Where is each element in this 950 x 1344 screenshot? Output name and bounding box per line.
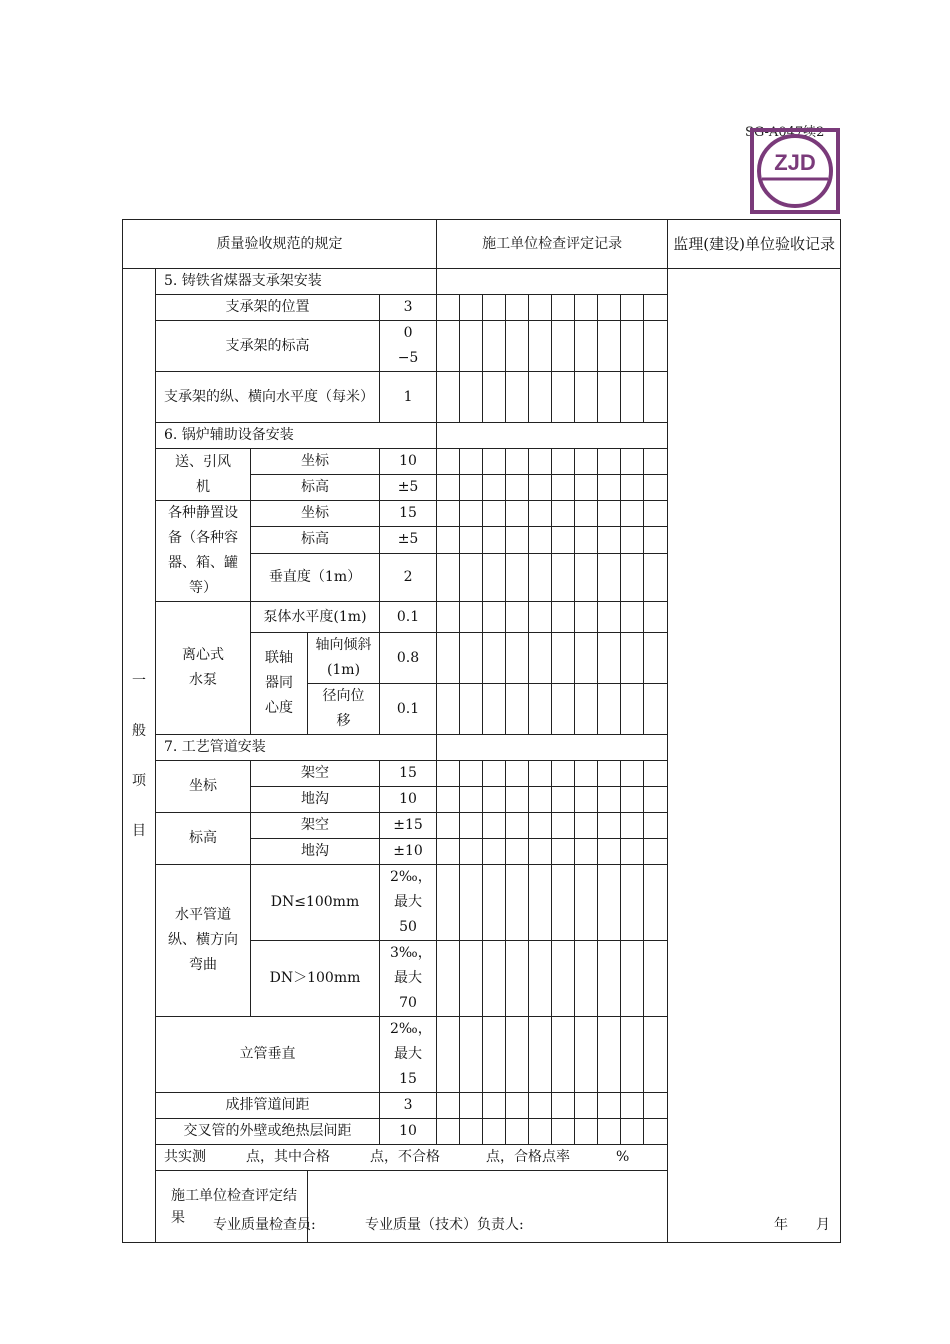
record-cell [644, 449, 668, 475]
item-name: 标高 [251, 527, 380, 553]
record-cell [529, 449, 552, 475]
item-name: 地沟 [251, 787, 380, 813]
record-cell [621, 684, 644, 735]
item-value: 15 [380, 501, 437, 527]
record-cell [552, 839, 575, 865]
record-cell [552, 684, 575, 735]
record-cell [598, 449, 621, 475]
record-blank [437, 423, 668, 449]
item-value: ±5 [380, 475, 437, 501]
item-value: ±10 [380, 839, 437, 865]
record-cell [598, 865, 621, 941]
record-cell [483, 321, 506, 372]
record-cell [644, 813, 668, 839]
section-7-title: 7. 工艺管道安装 [156, 735, 437, 761]
item-name: 垂直度（1m） [251, 553, 380, 602]
record-cell [529, 501, 552, 527]
record-cell [529, 295, 552, 321]
record-cell [575, 475, 598, 501]
record-cell [575, 553, 598, 602]
record-cell [552, 1093, 575, 1119]
item-name: 支承架的位置 [156, 295, 380, 321]
record-cell [529, 839, 552, 865]
record-cell [483, 553, 506, 602]
record-cell [529, 1119, 552, 1145]
record-cell [483, 449, 506, 475]
item-name: DN＞100mm [251, 941, 380, 1017]
record-cell [460, 475, 483, 501]
record-cell [529, 527, 552, 553]
record-cell [483, 295, 506, 321]
record-cell [437, 839, 460, 865]
record-cell [575, 813, 598, 839]
item-value: 3 [380, 1093, 437, 1119]
record-cell [575, 941, 598, 1017]
record-cell [483, 839, 506, 865]
record-cell [598, 1093, 621, 1119]
record-cell [529, 865, 552, 941]
record-cell [575, 865, 598, 941]
item-value: 0.1 [380, 602, 437, 633]
year-label: 年 [774, 1217, 788, 1233]
record-cell [437, 321, 460, 372]
record-cell [506, 865, 529, 941]
record-cell [621, 1093, 644, 1119]
general-items-label: 一 般 项 目 [123, 269, 156, 1243]
record-cell [644, 1093, 668, 1119]
item-name: 架空 [251, 761, 380, 787]
record-cell [483, 1017, 506, 1093]
record-cell [506, 1093, 529, 1119]
record-cell [460, 761, 483, 787]
record-cell [437, 813, 460, 839]
bend-group: 水平管道纵、横方向弯曲 [156, 865, 251, 1017]
record-cell [437, 295, 460, 321]
record-cell [575, 501, 598, 527]
record-cell [621, 787, 644, 813]
record-cell [483, 1093, 506, 1119]
logo-text: ZJD [774, 150, 816, 175]
record-cell [598, 1017, 621, 1093]
record-cell [506, 787, 529, 813]
record-cell [644, 501, 668, 527]
record-cell [529, 787, 552, 813]
item-value: 3‰，最大70 [380, 941, 437, 1017]
record-cell [575, 295, 598, 321]
record-cell [483, 475, 506, 501]
record-cell [598, 1119, 621, 1145]
record-cell [460, 553, 483, 602]
record-cell [506, 633, 529, 684]
item-value: 2‰，最大50 [380, 865, 437, 941]
record-cell [460, 813, 483, 839]
record-cell [529, 553, 552, 602]
record-cell [644, 475, 668, 501]
record-cell [483, 633, 506, 684]
item-value: 1 [380, 372, 437, 423]
record-cell [575, 787, 598, 813]
item-value: 0.1 [380, 684, 437, 735]
record-cell [483, 1119, 506, 1145]
item-name: 径向位移 [308, 684, 380, 735]
item-name: 地沟 [251, 839, 380, 865]
elev-group: 标高 [156, 813, 251, 865]
record-cell [621, 475, 644, 501]
record-cell [460, 449, 483, 475]
pump-group: 离心式水泵 [156, 602, 251, 735]
record-cell [437, 553, 460, 602]
record-cell [575, 684, 598, 735]
record-cell [644, 684, 668, 735]
supervision-area [668, 269, 841, 1243]
record-cell [437, 941, 460, 1017]
record-cell [621, 449, 644, 475]
record-cell [483, 941, 506, 1017]
record-cell [506, 941, 529, 1017]
record-cell [437, 633, 460, 684]
record-cell [506, 295, 529, 321]
record-cell [621, 602, 644, 633]
item-value: 15 [380, 761, 437, 787]
record-cell [552, 449, 575, 475]
record-cell [460, 865, 483, 941]
header-record: 施工单位检查评定记录 [437, 220, 668, 269]
item-value: 3 [380, 295, 437, 321]
record-cell [483, 865, 506, 941]
header-spec: 质量验收规范的规定 [123, 220, 437, 269]
record-cell [460, 941, 483, 1017]
record-cell [598, 295, 621, 321]
item-value: ±15 [380, 813, 437, 839]
tech-lead-label: 专业质量（技术）负责人: [365, 1217, 524, 1233]
record-cell [598, 553, 621, 602]
record-cell [552, 1119, 575, 1145]
record-cell [483, 527, 506, 553]
record-cell [483, 501, 506, 527]
record-cell [460, 1017, 483, 1093]
record-cell [621, 941, 644, 1017]
static-equipment-group: 各种静置设备（各种容器、箱、罐等） [156, 501, 251, 602]
record-cell [621, 865, 644, 941]
record-cell [644, 865, 668, 941]
record-cell [529, 372, 552, 423]
item-value: 2 [380, 553, 437, 602]
record-cell [506, 527, 529, 553]
record-blank [437, 735, 668, 761]
record-cell [644, 1017, 668, 1093]
record-cell [575, 761, 598, 787]
record-cell [460, 295, 483, 321]
record-cell [621, 633, 644, 684]
month-label: 月 [816, 1217, 830, 1233]
inspection-table [122, 219, 841, 1243]
item-value: 10 [380, 449, 437, 475]
record-cell [552, 295, 575, 321]
coord-group: 坐标 [156, 761, 251, 813]
record-cell [598, 813, 621, 839]
record-cell [552, 633, 575, 684]
record-cell [552, 1017, 575, 1093]
record-cell [575, 1093, 598, 1119]
record-cell [644, 321, 668, 372]
record-cell [437, 449, 460, 475]
record-cell [621, 1119, 644, 1145]
section-6-title: 6. 锅炉辅助设备安装 [156, 423, 437, 449]
record-cell [483, 602, 506, 633]
record-cell [575, 372, 598, 423]
record-cell [575, 527, 598, 553]
record-cell [506, 475, 529, 501]
record-cell [529, 321, 552, 372]
inspector-label: 专业质量检查员: [213, 1217, 316, 1233]
record-cell [575, 449, 598, 475]
fan-group: 送、引风机 [156, 449, 251, 501]
record-cell [598, 761, 621, 787]
record-cell [506, 1017, 529, 1093]
record-cell [483, 761, 506, 787]
item-name: 支承架的标高 [156, 321, 380, 372]
record-cell [644, 633, 668, 684]
record-cell [575, 321, 598, 372]
record-cell [483, 787, 506, 813]
record-cell [483, 684, 506, 735]
record-cell [621, 501, 644, 527]
form-code: SG-A047续2 [745, 125, 825, 140]
record-cell [552, 813, 575, 839]
record-cell [437, 865, 460, 941]
record-cell [437, 527, 460, 553]
record-cell [644, 1119, 668, 1145]
record-cell [598, 602, 621, 633]
record-cell [460, 602, 483, 633]
record-cell [506, 813, 529, 839]
record-cell [621, 839, 644, 865]
record-cell [552, 321, 575, 372]
record-cell [506, 321, 529, 372]
record-cell [644, 527, 668, 553]
record-cell [437, 475, 460, 501]
record-cell [621, 321, 644, 372]
record-cell [529, 475, 552, 501]
record-cell [552, 372, 575, 423]
record-cell [460, 1119, 483, 1145]
record-cell [644, 787, 668, 813]
record-cell [552, 501, 575, 527]
record-cell [437, 501, 460, 527]
record-cell [483, 813, 506, 839]
record-cell [506, 372, 529, 423]
item-name: 坐标 [251, 449, 380, 475]
record-cell [575, 602, 598, 633]
record-cell [460, 527, 483, 553]
record-cell [529, 761, 552, 787]
record-cell [598, 501, 621, 527]
record-cell [552, 602, 575, 633]
record-cell [644, 372, 668, 423]
record-cell [529, 684, 552, 735]
record-cell [621, 295, 644, 321]
record-cell [621, 372, 644, 423]
item-name: 轴向倾斜(1m) [308, 633, 380, 684]
item-name: 泵体水平度(1m) [251, 602, 380, 633]
record-cell [529, 1093, 552, 1119]
record-cell [621, 1017, 644, 1093]
record-cell [483, 372, 506, 423]
record-cell [529, 1017, 552, 1093]
record-cell [437, 761, 460, 787]
footer-label: 施工单位检查评定结果 [156, 1171, 308, 1243]
record-cell [460, 839, 483, 865]
record-cell [621, 813, 644, 839]
item-value: 0 −5 [380, 321, 437, 372]
record-cell [506, 761, 529, 787]
record-cell [437, 787, 460, 813]
record-cell [598, 372, 621, 423]
record-cell [598, 321, 621, 372]
record-cell [644, 602, 668, 633]
item-value: 10 [380, 1119, 437, 1145]
record-cell [621, 527, 644, 553]
record-cell [598, 475, 621, 501]
record-cell [460, 321, 483, 372]
record-cell [506, 602, 529, 633]
item-value: 10 [380, 787, 437, 813]
coupling-group: 联轴器同心度 [251, 633, 308, 735]
record-cell [575, 839, 598, 865]
record-cell [644, 295, 668, 321]
record-cell [552, 865, 575, 941]
item-name: 交叉管的外壁或绝热层间距 [156, 1119, 380, 1145]
record-cell [506, 553, 529, 602]
record-cell [437, 1119, 460, 1145]
record-cell [460, 372, 483, 423]
record-cell [506, 684, 529, 735]
record-cell [552, 941, 575, 1017]
record-cell [552, 553, 575, 602]
record-cell [437, 684, 460, 735]
record-cell [644, 941, 668, 1017]
record-cell [644, 839, 668, 865]
record-cell [506, 1119, 529, 1145]
record-cell [460, 1093, 483, 1119]
record-cell [575, 1119, 598, 1145]
record-cell [644, 553, 668, 602]
item-name: 支承架的纵、横向水平度（每米） [156, 372, 380, 423]
item-name: DN≤100mm [251, 865, 380, 941]
record-cell [552, 787, 575, 813]
record-cell [598, 941, 621, 1017]
record-cell [552, 527, 575, 553]
record-cell [437, 1093, 460, 1119]
record-cell [529, 941, 552, 1017]
record-cell [437, 602, 460, 633]
record-cell [552, 761, 575, 787]
record-cell [598, 633, 621, 684]
record-cell [506, 449, 529, 475]
record-cell [598, 839, 621, 865]
record-cell [460, 633, 483, 684]
record-cell [460, 501, 483, 527]
record-cell [460, 684, 483, 735]
record-cell [598, 684, 621, 735]
item-name: 坐标 [251, 501, 380, 527]
record-cell [575, 633, 598, 684]
record-cell [506, 839, 529, 865]
item-name: 架空 [251, 813, 380, 839]
record-cell [644, 761, 668, 787]
record-cell [575, 1017, 598, 1093]
header-supervision: 监理(建设)单位验收记录 [668, 220, 841, 269]
record-cell [621, 761, 644, 787]
item-name: 立管垂直 [156, 1017, 380, 1093]
record-cell [506, 501, 529, 527]
record-cell [529, 813, 552, 839]
record-cell [529, 602, 552, 633]
record-cell [621, 553, 644, 602]
summary-row: 共实测 点，其中合格 点，不合格 点，合格点率 % [156, 1145, 668, 1171]
record-cell [598, 527, 621, 553]
record-cell [529, 633, 552, 684]
item-value: 0.8 [380, 633, 437, 684]
record-cell [552, 475, 575, 501]
company-logo [750, 128, 840, 214]
record-cell [460, 787, 483, 813]
item-name: 成排管道间距 [156, 1093, 380, 1119]
item-value: 2‰，最大15 [380, 1017, 437, 1093]
item-name: 标高 [251, 475, 380, 501]
record-cell [437, 1017, 460, 1093]
record-cell [598, 787, 621, 813]
record-blank [437, 269, 668, 295]
section-5-title: 5. 铸铁省煤器支承架安装 [156, 269, 437, 295]
record-cell [437, 372, 460, 423]
item-value: ±5 [380, 527, 437, 553]
